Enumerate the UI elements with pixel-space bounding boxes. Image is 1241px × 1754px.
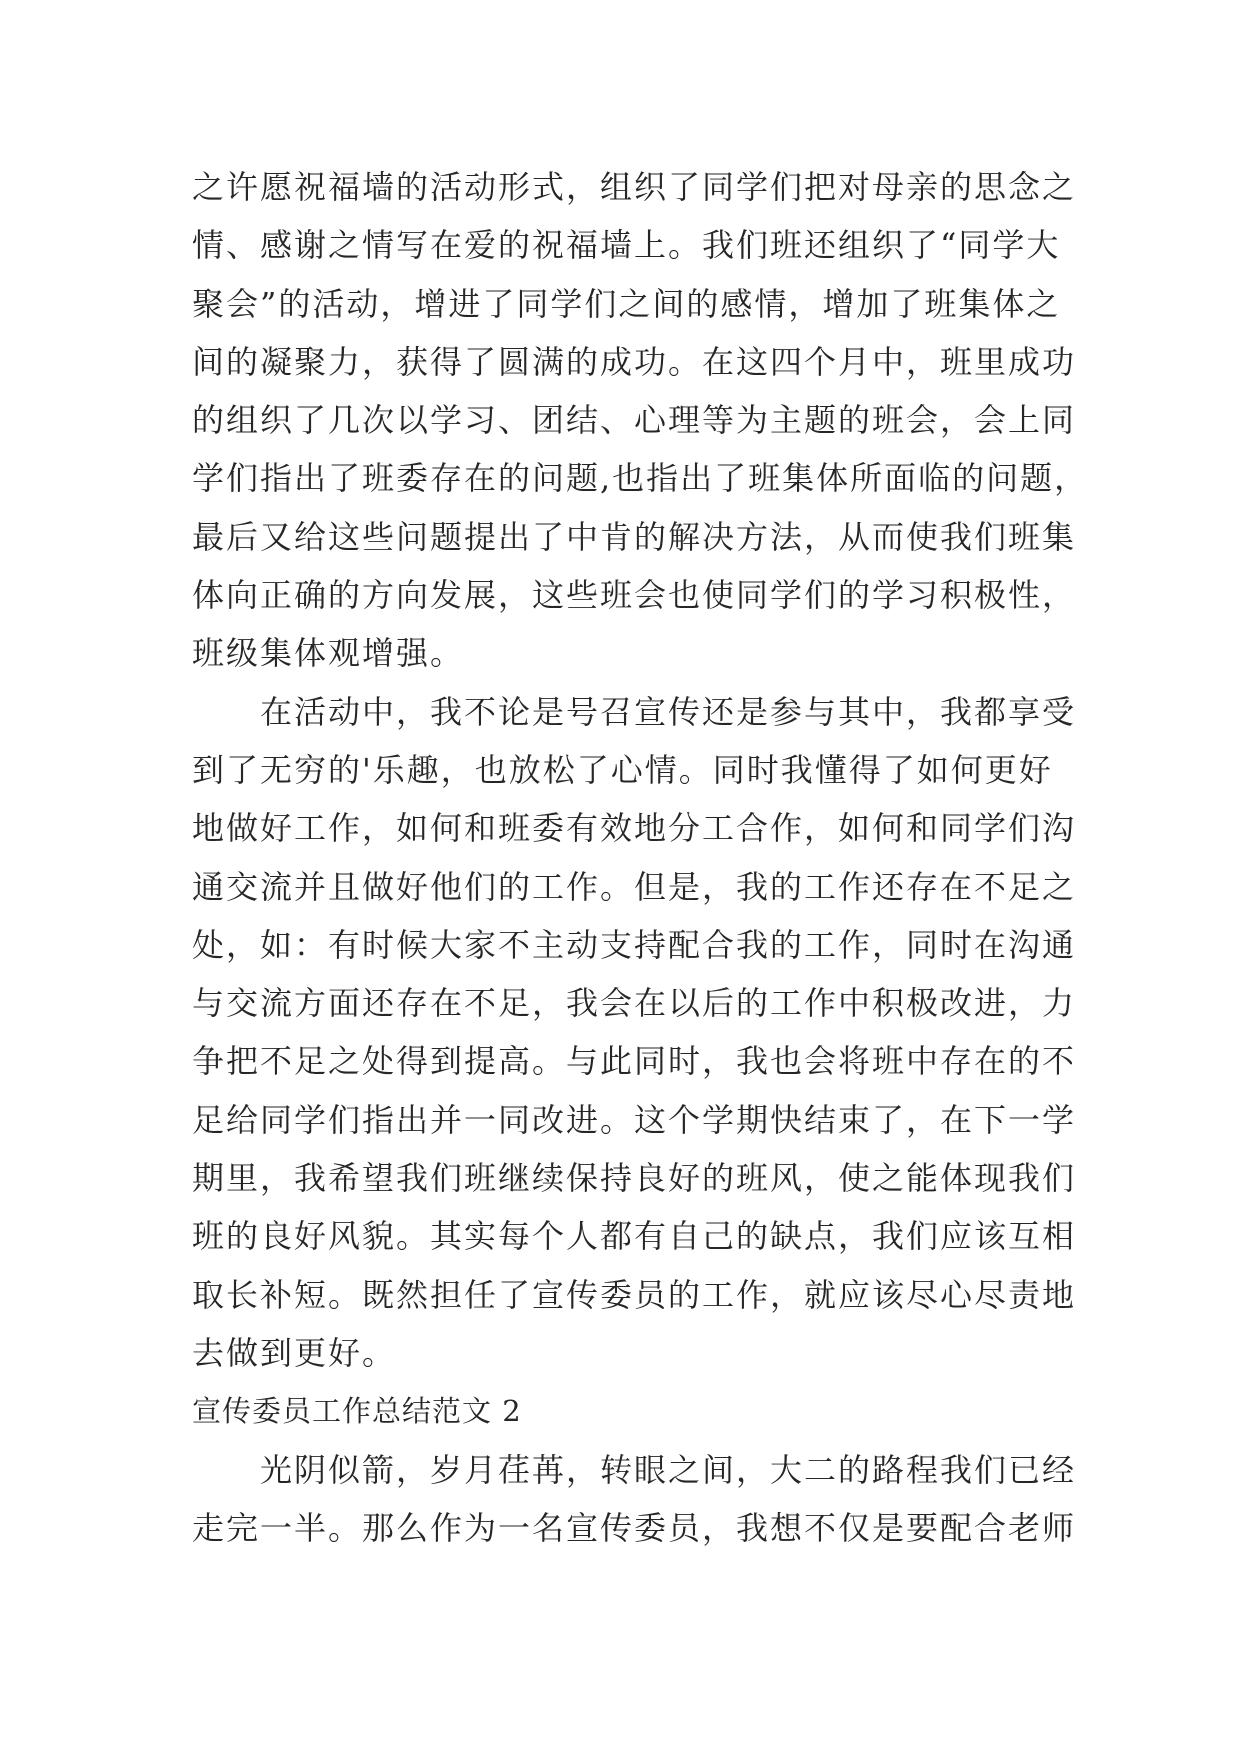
text-line: 光阴似箭，岁月荏苒，转眼之间，大二的路程我们已经 — [260, 1450, 1077, 1489]
section-heading: 宣传委员工作总结范文 2 — [192, 1394, 522, 1429]
text-line: 处，如：有时候大家不主动支持配合我的工作，同时在沟通 — [192, 925, 1077, 964]
text-line: 的组织了几次以学习、团结、心理等为主题的班会，会上同 — [192, 401, 1077, 440]
text-line: 之许愿祝福墙的活动形式，组织了同学们把对母亲的思念之 — [192, 168, 1077, 206]
paragraph-3 — [192, 1441, 1077, 1558]
text-line: 地做好工作，如何和班委有效地分工合作，如何和同学们沟 — [192, 809, 1077, 848]
text-line: 与交流方面还存在不足，我会在以后的工作中积极改进，力 — [192, 984, 1077, 1023]
text-line: 间的凝聚力，获得了圆满的成功。在这四个月中，班里成功 — [192, 342, 1077, 381]
paragraph-1 — [192, 158, 1089, 683]
text-line: 期里，我希望我们班继续保持良好的班风，使之能体现我们 — [192, 1159, 1077, 1198]
text-line: 取长补短。既然担任了宣传委员的工作，就应该尽心尽责地 — [192, 1275, 1077, 1314]
text-line: 体向正确的方向发展，这些班会也使同学们的学习积极性， — [192, 576, 1077, 615]
text-line: 班的良好风貌。其实每个人都有自己的缺点，我们应该互相 — [192, 1217, 1077, 1256]
text-line: 去做到更好。 — [192, 1333, 397, 1372]
text-line: 在活动中，我不论是号召宣传还是参与其中，我都享受 — [260, 692, 1077, 731]
text-line: 争把不足之处得到提高。与此同时，我也会将班中存在的不 — [192, 1042, 1077, 1081]
text-line: 情、感谢之情写在爱的祝福墙上。我们班还组织了“同学大 — [192, 226, 1061, 265]
text-line: 最后又给这些问题提出了中肯的解决方法，从而使我们班集 — [192, 517, 1077, 556]
document-body — [192, 158, 1089, 1557]
text-line: 聚会”的活动，增进了同学们之间的感情，增加了班集体之 — [192, 284, 1061, 323]
text-line: 通交流并且做好他们的工作。但是，我的工作还存在不足之 — [192, 867, 1077, 906]
text-line: 到了无穷的'乐趣，也放松了心情。同时我懂得了如何更好 — [192, 750, 1053, 789]
text-line: 走完一半。那么作为一名宣传委员，我想不仅是要配合老师 — [192, 1508, 1077, 1547]
text-line: 足给同学们指出并一同改进。这个学期快结束了，在下一学 — [192, 1100, 1077, 1139]
text-line: 学们指出了班委存在的问题,也指出了班集体所面临的问题， — [192, 459, 1089, 498]
paragraph-2 — [192, 683, 1077, 1383]
text-line: 班级集体观增强。 — [192, 634, 465, 673]
